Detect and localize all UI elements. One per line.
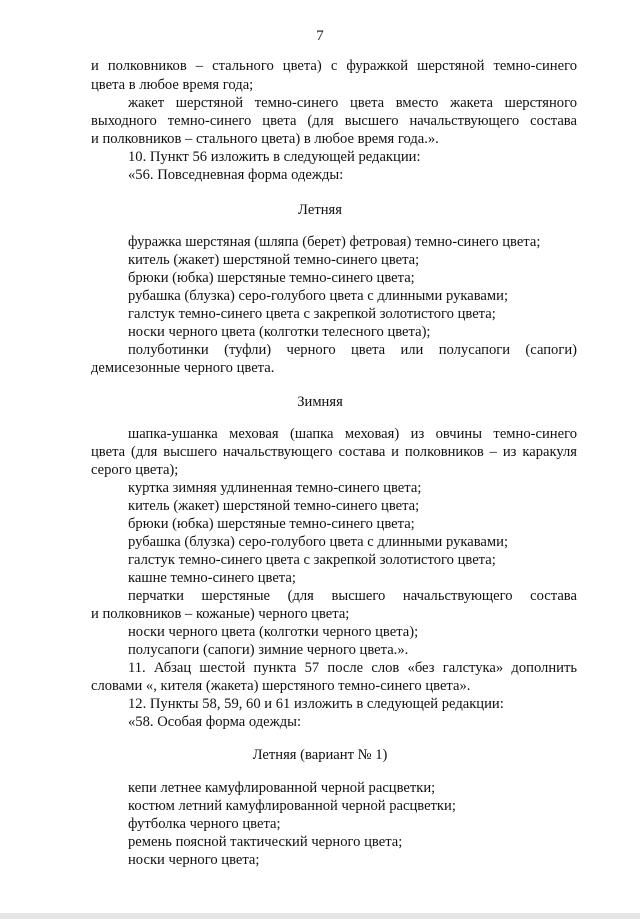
list-item: брюки (юбка) шерстяные темно-синего цвета; [128, 516, 415, 532]
paragraph-line: 10. Пункт 56 изложить в следующей редакции: [128, 149, 421, 165]
list-item: носки черного цвета (колготки телесного цвета); [128, 324, 431, 340]
list-item: куртка зимняя удлиненная темно-синего цвета; [128, 480, 422, 496]
list-item: китель (жакет) шерстяной темно-синего цвета; [128, 498, 420, 514]
page-bottom-edge [0, 913, 640, 919]
paragraph-line: выходного темно-синего цвета (для высшего начальствующего состава [91, 113, 577, 129]
paragraph-line: 11. Абзац шестой пункта 57 после слов «без галстука» дополнить [128, 660, 577, 676]
section-heading: Летняя [298, 202, 342, 218]
page-number: 7 [316, 28, 324, 44]
paragraph-line: словами «, кителя (жакета) шерстяного темно-синего цвета». [91, 678, 471, 694]
list-item: перчатки шерстяные (для высшего начальствующего состава [128, 588, 577, 604]
paragraph-line: 12. Пункты 58, 59, 60 и 61 изложить в следующей редакции: [128, 696, 504, 712]
list-item: носки черного цвета (колготки черного цвета); [128, 624, 419, 640]
list-item: носки черного цвета; [128, 852, 260, 868]
list-item: шапка-ушанка меховая (шапка меховая) из овчины темно-синего [128, 426, 577, 442]
list-item: и полковников – кожаные) черного цвета; [91, 606, 350, 622]
paragraph-line: и полковников – стального цвета) в любое время года.». [91, 131, 439, 147]
list-item: кашне темно-синего цвета; [128, 570, 296, 586]
list-item: костюм летний камуфлированной черной расцветки; [128, 798, 456, 814]
list-item: рубашка (блузка) серо-голубого цвета с длинными рукавами; [128, 288, 509, 304]
paragraph-line: и полковников – стального цвета) с фуражкой шерстяной темно-синего [91, 58, 577, 74]
list-item: футболка черного цвета; [128, 816, 281, 832]
list-item: цвета (для высшего начальствующего состава и полковников – из каракуля [91, 444, 577, 460]
list-item: полуботинки (туфли) черного цвета или полусапоги (сапоги) [128, 342, 577, 358]
list-item: полусапоги (сапоги) зимние черного цвета.». [128, 642, 409, 658]
paragraph-line: «58. Особая форма одежды: [128, 714, 302, 730]
paragraph-line: «56. Повседневная форма одежды: [128, 167, 344, 183]
list-item: демисезонные черного цвета. [91, 360, 275, 376]
section-heading: Летняя (вариант № 1) [252, 747, 388, 763]
list-item: ремень поясной тактический черного цвета; [128, 834, 403, 850]
list-item: галстук темно-синего цвета с закрепкой золотистого цвета; [128, 552, 496, 568]
section-heading: Зимняя [297, 394, 343, 410]
list-item: брюки (юбка) шерстяные темно-синего цвета; [128, 270, 415, 286]
list-item: китель (жакет) шерстяной темно-синего цвета; [128, 252, 420, 268]
list-item: рубашка (блузка) серо-голубого цвета с длинными рукавами; [128, 534, 509, 550]
list-item: кепи летнее камуфлированной черной расцветки; [128, 780, 436, 796]
list-item: фуражка шерстяная (шляпа (берет) фетровая) темно-синего цвета; [128, 234, 541, 250]
paragraph-line: жакет шерстяной темно-синего цвета вместо жакета шерстяного [128, 95, 577, 111]
list-item: серого цвета); [91, 462, 179, 478]
list-item: галстук темно-синего цвета с закрепкой золотистого цвета; [128, 306, 496, 322]
paragraph-line: цвета в любое время года; [91, 77, 254, 93]
